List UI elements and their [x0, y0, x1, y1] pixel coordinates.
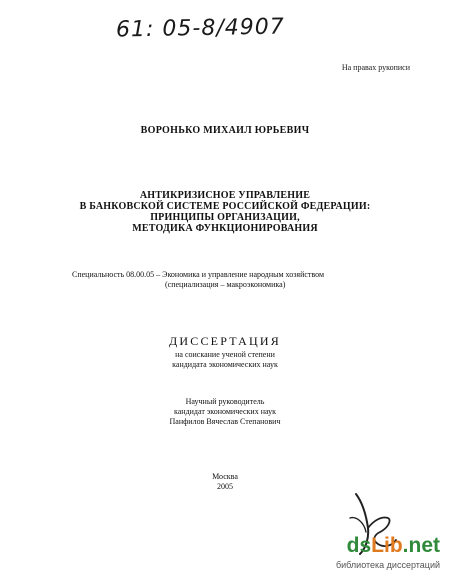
logo-ds: ds — [346, 534, 372, 557]
logo-net: .net — [402, 534, 440, 557]
title-line: МЕТОДИКА ФУНКЦИОНИРОВАНИЯ — [132, 223, 318, 234]
title-line: ПРИНЦИПЫ ОРГАНИЗАЦИИ, — [150, 212, 300, 223]
title-line: В БАНКОВСКОЙ СИСТЕМЕ РОССИЙСКОЙ ФЕДЕРАЦИИ: — [79, 201, 371, 212]
supervisor-block — [0, 397, 450, 427]
specialization-line: (специализация – макроэкономика) — [165, 280, 286, 289]
handwritten-catalog-code: 61: 05-8/4907 — [115, 14, 285, 43]
supervisor-degree: кандидат экономических наук — [173, 407, 277, 416]
year: 2005 — [217, 482, 233, 491]
watermark-tagline: библиотека диссертаций — [335, 560, 440, 570]
dslib-logo — [347, 534, 440, 558]
specialty-block — [72, 270, 324, 290]
supervisor-name: Панфилов Вячеслав Степанович — [169, 417, 281, 426]
degree-block — [0, 350, 450, 370]
degree-line: кандидата экономических наук — [172, 360, 278, 369]
rights-notice: На правах рукописи — [341, 63, 410, 72]
supervisor-role: Научный руководитель — [185, 397, 265, 406]
dissertation-title — [0, 190, 450, 234]
dissertation-heading: ДИССЕРТАЦИЯ — [169, 334, 281, 348]
degree-line: на соискание ученой степени — [175, 350, 275, 359]
title-line: АНТИКРИЗИСНОЕ УПРАВЛЕНИЕ — [139, 190, 311, 201]
author-name: ВОРОНЬКО МИХАИЛ ЮРЬЕВИЧ — [140, 125, 310, 136]
specialty-line: Специальность 08.00.05 – Экономика и управление народным хозяйством — [72, 270, 325, 279]
city: Москва — [212, 472, 238, 481]
logo-lib: Lib — [371, 534, 403, 557]
dslib-watermark — [328, 534, 440, 576]
